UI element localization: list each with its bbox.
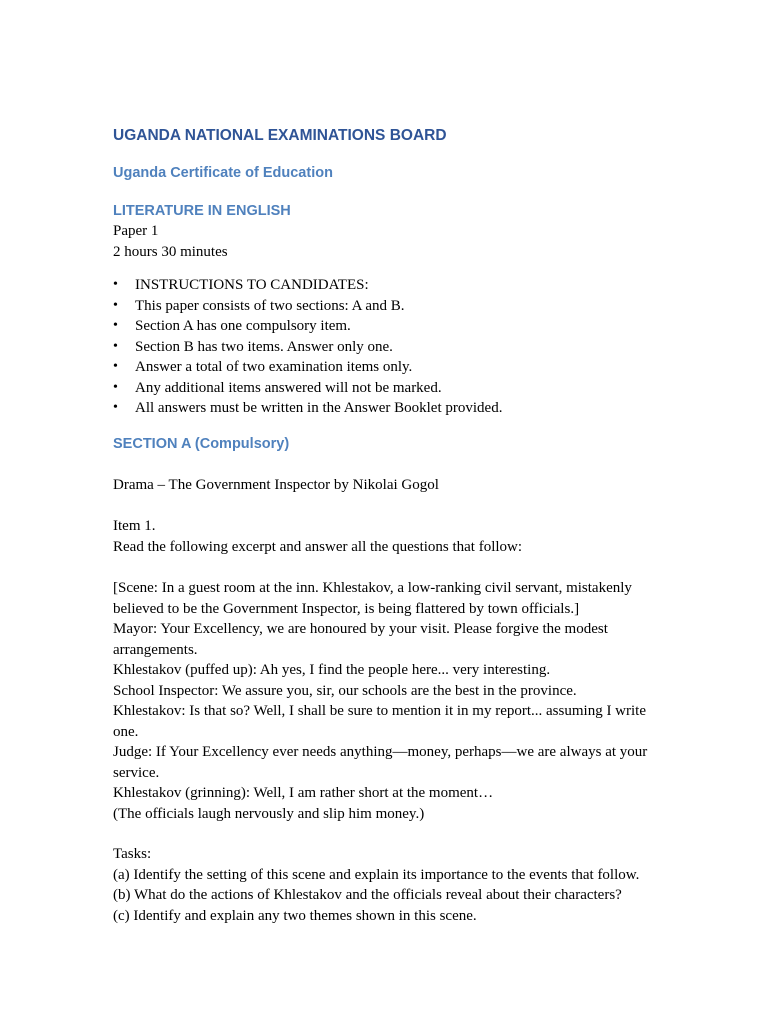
- paper-details: [113, 221, 673, 262]
- bullet-icon: •: [113, 400, 118, 415]
- excerpt-line: Khlestakov: Is that so? Well, I shall be sure to mention it in my report... assuming I write one.: [113, 703, 647, 740]
- certificate-subtitle: Uganda Certificate of Education: [113, 165, 333, 181]
- bullet-icon: •: [113, 297, 118, 313]
- instruction-item: [113, 337, 502, 358]
- instruction-text: Section B has two items. Answer only one.: [135, 338, 393, 355]
- excerpt-line: Judge: If Your Excellency ever needs anything—money, perhaps—we are always at your service.: [113, 744, 648, 781]
- instruction-item: [113, 357, 502, 378]
- bullet-icon: •: [113, 318, 118, 333]
- instruction-text: Any additional items answered will not be marked.: [135, 379, 442, 396]
- instruction-text: This paper consists of two sections: A and B.: [135, 297, 405, 314]
- bullet-icon: •: [113, 277, 118, 292]
- instruction-text: Section A has one compulsory item.: [135, 318, 351, 334]
- instruction-text: INSTRUCTIONS TO CANDIDATES:: [135, 277, 369, 293]
- instruction-item: [113, 316, 502, 337]
- tasks: [113, 844, 673, 926]
- bullet-icon: •: [113, 359, 118, 374]
- excerpt: [113, 578, 673, 824]
- bullet-icon: •: [113, 338, 118, 354]
- task-item: (a) Identify the setting of this scene and explain its importance to the events that follow.: [113, 866, 640, 883]
- drama-title-text: Drama – The Government Inspector by Nikolai Gogol: [113, 477, 439, 493]
- excerpt-line: School Inspector: We assure you, sir, our schools are the best in the province.: [113, 682, 577, 699]
- drama-title: [113, 475, 673, 496]
- instruction-text: Answer a total of two examination items only.: [135, 359, 413, 375]
- exam-board-title: UGANDA NATIONAL EXAMINATIONS BOARD: [113, 127, 447, 144]
- task-item: (b) What do the actions of Khlestakov and the officials reveal about their characters?: [113, 887, 622, 903]
- item-header: [113, 516, 673, 557]
- instruction-item: [113, 378, 502, 399]
- instruction-text: All answers must be written in the Answer Booklet provided.: [135, 400, 503, 416]
- excerpt-stage-direction: (The officials laugh nervously and slip him money.): [113, 805, 425, 822]
- exam-paper-page: [113, 0, 673, 1024]
- section-a-heading: SECTION A (Compulsory): [113, 436, 290, 452]
- instructions-list: [113, 275, 502, 419]
- paper-duration: 2 hours 30 minutes: [113, 243, 228, 260]
- paper-number: Paper 1: [113, 223, 159, 239]
- excerpt-scene: [Scene: In a guest room at the inn. Khlestakov, a low-ranking civil servant, mistakenly believed to be the Government Inspector, is being flattered by town officials.]: [113, 580, 632, 617]
- excerpt-line: Khlestakov (puffed up): Ah yes, I find the people here... very interesting.: [113, 662, 551, 678]
- task-item: (c) Identify and explain any two themes shown in this scene.: [113, 907, 477, 924]
- tasks-label: Tasks:: [113, 846, 152, 862]
- item-instruction: Read the following excerpt and answer all the questions that follow:: [113, 538, 523, 555]
- instruction-item: [113, 275, 502, 296]
- item-number: Item 1.: [113, 518, 156, 534]
- bullet-icon: •: [113, 379, 118, 395]
- excerpt-line: Khlestakov (grinning): Well, I am rather short at the moment…: [113, 785, 494, 801]
- excerpt-line: Mayor: Your Excellency, we are honoured by your visit. Please forgive the modest arrangements.: [113, 621, 608, 658]
- instruction-item: [113, 398, 502, 419]
- subject-heading: LITERATURE IN ENGLISH: [113, 203, 291, 219]
- instruction-item: [113, 296, 502, 317]
